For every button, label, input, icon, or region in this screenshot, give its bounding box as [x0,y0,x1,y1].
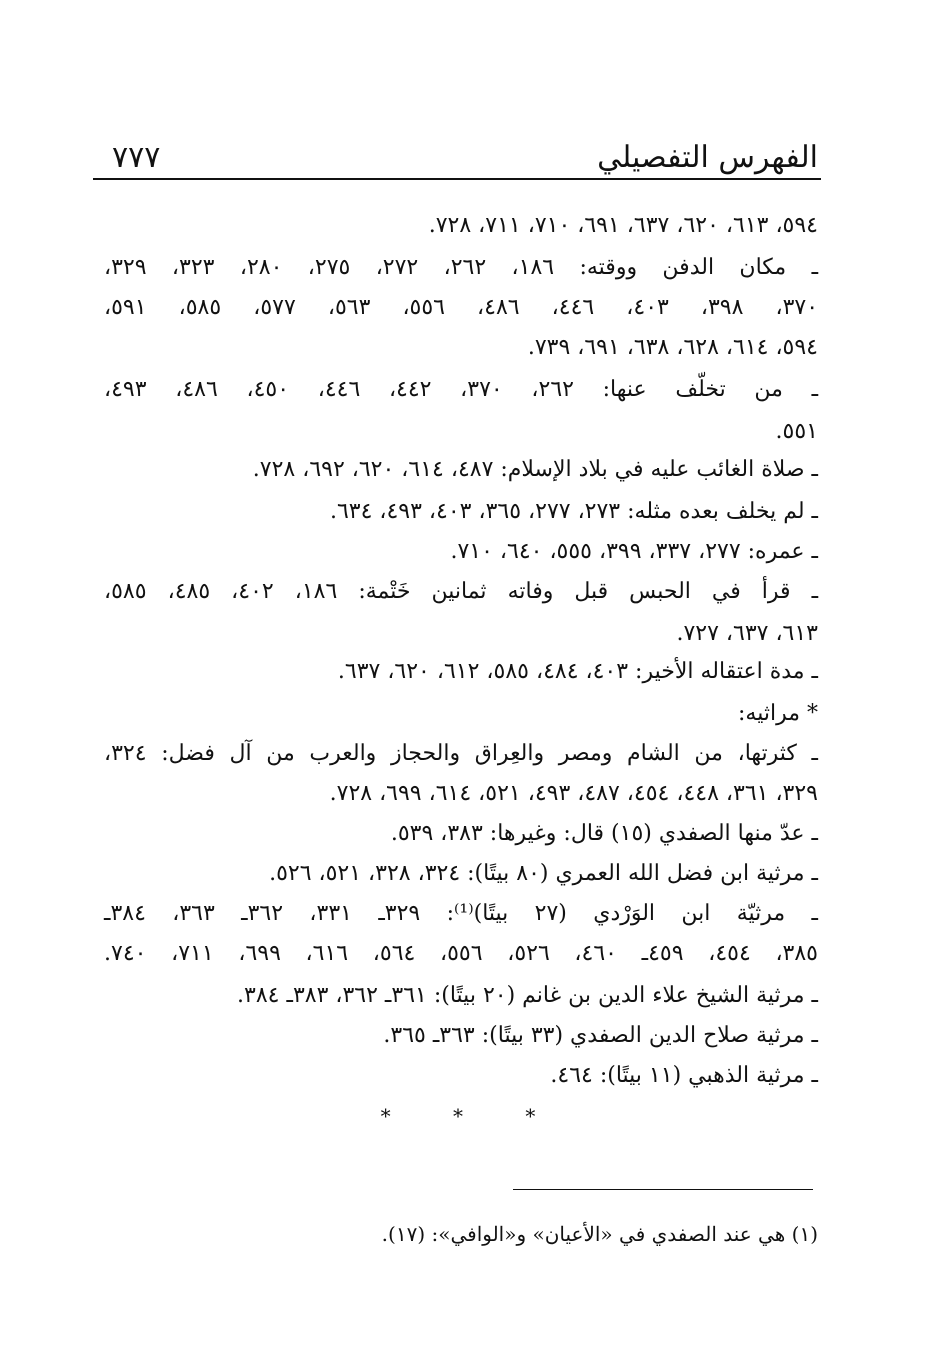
footnote-rule [513,1189,813,1190]
index-line: ـ مدة اعتقاله الأخير: ٤٠٣، ٤٨٤، ٥٨٥، ٦١٢، ٦٢٠، ٦٣٧. [337,659,818,684]
index-line: ـ مرثية صلاح الدين الصفدي (٣٣ بيتًا): ٣٦٣ـ ٣٦٥. [383,1023,818,1048]
footnote: (١) هي عند الصفدي في «الأعيان» و«الوافي»: (١٧). [381,1222,818,1246]
index-line: ـ صلاة الغائب عليه في بلاد الإسلام: ٤٨٧، ٦١٤، ٦٢٠، ٦٩٢، ٧٢٨. [252,457,818,482]
index-line: ـ مرثية الشيخ علاء الدين بن غانم (٢٠ بيتًا): ٣٦١ـ ٣٦٢، ٣٨٣ـ ٣٨٤. [237,983,818,1008]
index-line: ٣٢٩، ٣٦١، ٤٤٨، ٤٥٤، ٤٨٧، ٤٩٣، ٥٢١، ٦١٤، ٦٩٩، ٧٢٨. [329,781,818,806]
index-line: ٥٩٤، ٦١٣، ٦٢٠، ٦٣٧، ٦٩١، ٧١٠، ٧١١، ٧٢٨. [428,213,818,238]
index-line: ـ من تخلّف عنها: ٢٦٢، ٣٧٠، ٤٤٢، ٤٤٦، ٤٥٠، ٤٨٦، ٤٩٣، [104,377,819,402]
index-line: ٥٩٤، ٦١٤، ٦٢٨، ٦٣٨، ٦٩١، ٧٣٩. [527,335,818,360]
index-line: ـ لم يخلف بعده مثله: ٢٧٣، ٢٧٧، ٣٦٥، ٤٠٣، ٤٩٣، ٦٣٤. [329,499,818,524]
section-heading: * مراثيه: [738,701,818,726]
index-line: ـ مرثية الذهبي (١١ بيتًا): ٤٦٤. [550,1063,818,1088]
section-separator: * * * [380,1104,564,1128]
index-line: ـ قرأ في الحبس قبل وفاته ثمانين خَتْمة: ١٨٦، ٤٠٢، ٤٨٥، ٥٨٥، [104,579,819,604]
page-header-title: الفهرس التفصيلي [597,140,818,175]
index-line: ٣٧٠، ٣٩٨، ٤٠٣، ٤٤٦، ٤٨٦، ٥٥٦، ٥٦٣، ٥٧٧، ٥٨٥، ٥٩١، [104,295,819,320]
index-line: ٦١٣، ٦٣٧، ٧٢٧. [676,621,818,646]
index-line: ٥٥١. [775,419,818,444]
header-rule [93,178,821,180]
index-line: ـ كثرتها، من الشام ومصر والعِراق والحجاز والعرب من آل فضل: ٣٢٤، [104,741,818,766]
page-number: ٧٧٧ [112,140,161,175]
index-line: ـ عمره: ٢٧٧، ٣٣٧، ٣٩٩، ٥٥٥، ٦٤٠، ٧١٠. [450,539,818,564]
index-line: ـ مرثيّة ابن الوَرْدي (٢٧ بيتًا)⁽¹⁾: ٣٢٩ـ ٣٣١، ٣٦٢ـ ٣٦٣، ٣٨٤ـ [104,901,818,926]
index-line: ٣٨٥، ٤٥٤، ٤٥٩ـ ٤٦٠، ٥٢٦، ٥٥٦، ٥٦٤، ٦١٦، ٦٩٩، ٧١١، ٧٤٠. [104,941,818,966]
index-line: ـ مكان الدفن ووقته: ١٨٦، ٢٦٢، ٢٧٢، ٢٧٥، ٢٨٠، ٣٢٣، ٣٢٩، [104,255,819,280]
index-line: ـ عدّ منها الصفدي (١٥) قال: وغيرها: ٣٨٣، ٥٣٩. [390,821,818,846]
index-line: ـ مرثية ابن فضل الله العمري (٨٠ بيتًا): ٣٢٤، ٣٢٨، ٥٢١، ٥٢٦. [269,861,818,886]
